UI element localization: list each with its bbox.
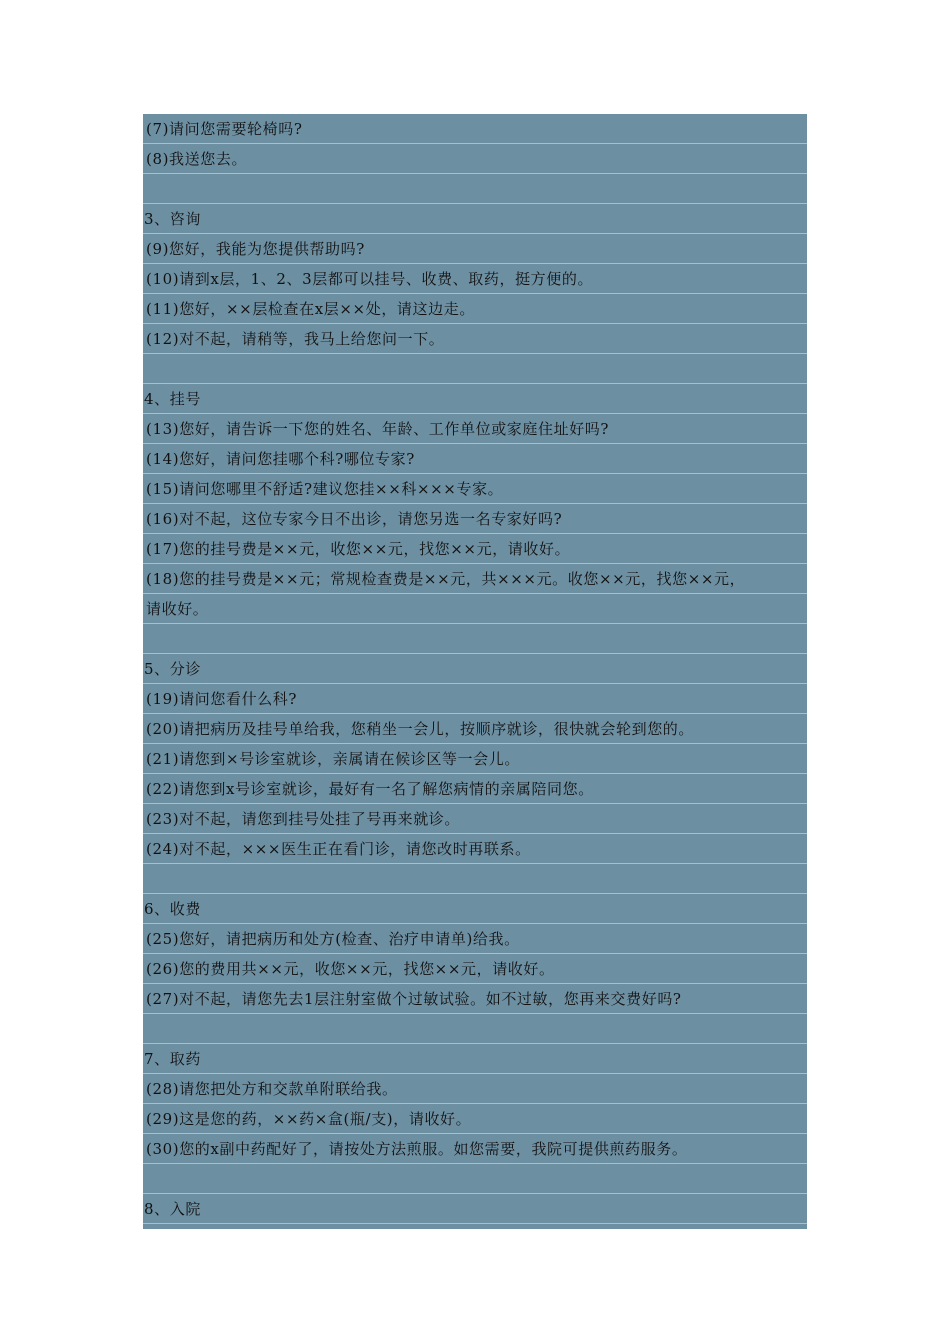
phrase-line: (16)对不起，这位专家今日不出诊，请您另选一名专家好吗? [143, 504, 807, 534]
blank-line [143, 354, 807, 384]
section-heading: 3、咨询 [143, 204, 807, 234]
phrase-line: (19)请问您看什么科? [143, 684, 807, 714]
blank-line [143, 864, 807, 894]
phrase-line: (26)您的费用共××元，收您××元，找您××元，请收好。 [143, 954, 807, 984]
phrase-line: (15)请问您哪里不舒适?建议您挂××科×××专家。 [143, 474, 807, 504]
phrase-line: (9)您好，我能为您提供帮助吗? [143, 234, 807, 264]
section-heading: 4、挂号 [143, 384, 807, 414]
blank-line [143, 1164, 807, 1194]
phrase-line: (29)这是您的药，××药×盒(瓶/支)，请收好。 [143, 1104, 807, 1134]
phrase-line: (20)请把病历及挂号单给我，您稍坐一会儿，按顺序就诊，很快就会轮到您的。 [143, 714, 807, 744]
blank-line [143, 1014, 807, 1044]
blank-line [143, 624, 807, 654]
phrase-line: (17)您的挂号费是××元，收您××元，找您××元，请收好。 [143, 534, 807, 564]
phrase-line: (30)您的x副中药配好了，请按处方法煎服。如您需要，我院可提供煎药服务。 [143, 1134, 807, 1164]
phrase-line: (13)您好，请告诉一下您的姓名、年龄、工作单位或家庭住址好吗? [143, 414, 807, 444]
phrase-line: (25)您好，请把病历和处方(检查、治疗申请单)给我。 [143, 924, 807, 954]
blank-line [143, 174, 807, 204]
phrase-line: (24)对不起，×××医生正在看门诊，请您改时再联系。 [143, 834, 807, 864]
phrase-line: 请收好。 [143, 594, 807, 624]
phrase-line: (7)请问您需要轮椅吗? [143, 114, 807, 144]
phrase-line: (22)请您到x号诊室就诊，最好有一名了解您病情的亲属陪同您。 [143, 774, 807, 804]
phrase-line: (14)您好，请问您挂哪个科?哪位专家? [143, 444, 807, 474]
section-heading: 6、收费 [143, 894, 807, 924]
phrase-line: (18)您的挂号费是××元；常规检查费是××元，共×××元。收您××元，找您××元， [143, 564, 807, 594]
section-heading: 7、取药 [143, 1044, 807, 1074]
phrase-line: (10)请到x层，1、2、3层都可以挂号、收费、取药，挺方便的。 [143, 264, 807, 294]
phrase-line: (23)对不起，请您到挂号处挂了号再来就诊。 [143, 804, 807, 834]
phrase-line: (27)对不起，请您先去1层注射室做个过敏试验。如不过敏，您再来交费好吗? [143, 984, 807, 1014]
section-heading: 5、分诊 [143, 654, 807, 684]
phrase-line: (12)对不起，请稍等，我马上给您问一下。 [143, 324, 807, 354]
section-heading: 8、入院 [143, 1194, 807, 1224]
phrase-line: (28)请您把处方和交款单附联给我。 [143, 1074, 807, 1104]
phrase-line: (11)您好，××层检查在x层××处，请这边走。 [143, 294, 807, 324]
phrase-line: (21)请您到×号诊室就诊，亲属请在候诊区等一会儿。 [143, 744, 807, 774]
document-panel [143, 114, 807, 1229]
phrase-line: (8)我送您去。 [143, 144, 807, 174]
